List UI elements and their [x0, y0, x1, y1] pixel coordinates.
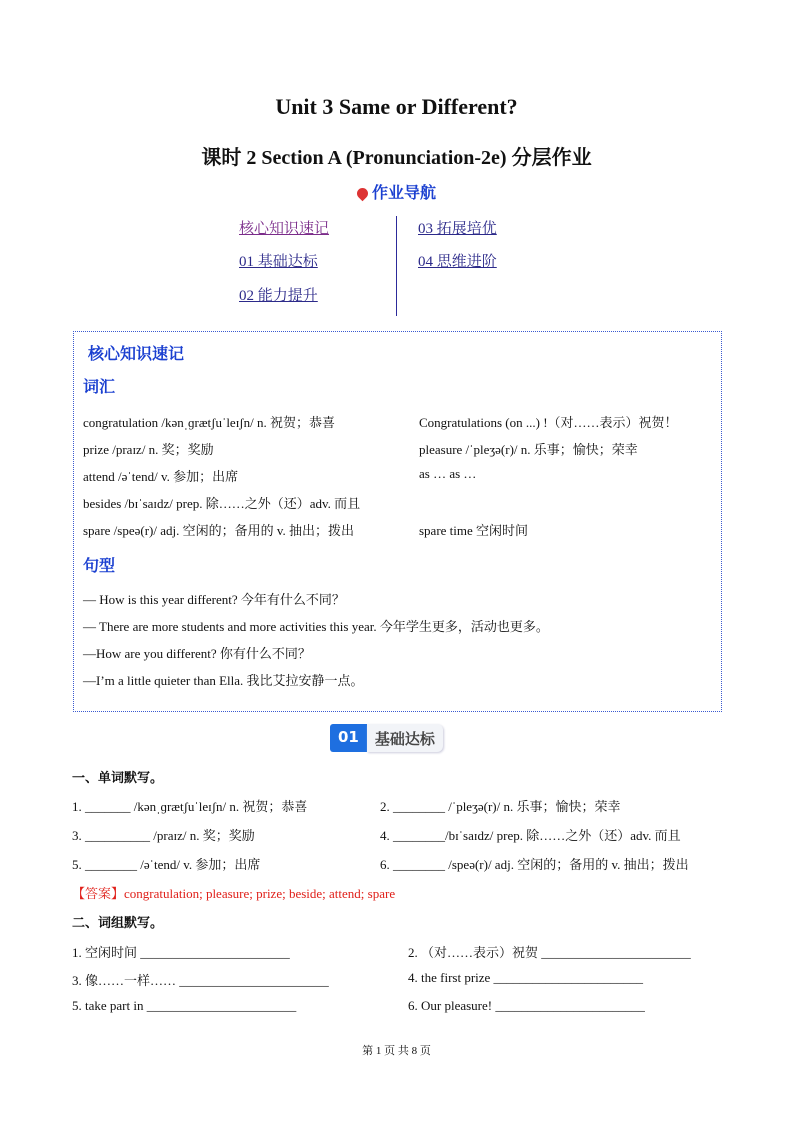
vocab-item: spare /speə(r)/ adj. 空闲的；备用的 v. 抽出；拨出 — [83, 523, 355, 538]
vocab-item: pleasure /ˈpleʒə(r)/ n. 乐事；愉快；荣幸 — [419, 442, 638, 457]
sentence-item: — How is this year different? 今年有什么不同？ — [83, 592, 345, 607]
page-title: Unit 3 Same or Different? — [275, 94, 518, 119]
q2-heading: 二、词组默写。 — [72, 916, 164, 931]
nav-link-core[interactable]: 核心知识速记 — [239, 221, 330, 237]
q1-heading: 一、单词默写。 — [72, 771, 164, 786]
vocab-item: Congratulations (on ...) !（对……表示）祝贺！ — [419, 415, 678, 430]
q1-item: 4. ________/bɪˈsaɪdz/ prep. 除……之外（还）adv. 而且 — [380, 828, 681, 843]
q2-item: 5. take part in _______________________ — [72, 998, 297, 1013]
nav-title — [0, 180, 793, 203]
vocab-item: spare time 空闲时间 — [419, 523, 529, 538]
sentence-item: — There are more students and more activities this year. 今年学生更多，活动也更多。 — [83, 619, 549, 634]
q2-item: 1. 空闲时间 _______________________ — [72, 945, 290, 960]
page-footer: 第 1 页 共 8 页 — [362, 1045, 431, 1057]
page-subtitle: 课时 2 Section A (Pronunciation-2e) 分层作业 — [201, 147, 592, 169]
vocab-item: attend /əˈtend/ v. 参加；出席 — [83, 469, 239, 484]
location-pin-icon — [355, 186, 371, 202]
q2-item: 4. the first prize _______________________ — [408, 970, 644, 985]
core-title: 核心知识速记 — [88, 344, 185, 363]
nav-divider — [396, 216, 397, 316]
q1-item: 2. ________ /ˈpleʒə(r)/ n. 乐事；愉快；荣幸 — [380, 799, 621, 814]
nav-link-02[interactable]: 02 能力提升 — [239, 288, 318, 304]
q1-item: 6. ________ /speə(r)/ adj. 空闲的；备用的 v. 抽出；拨出 — [380, 857, 689, 872]
q1-item: 1. _______ /kənˌɡrætʃuˈleɪʃn/ n. 祝贺；恭喜 — [72, 799, 308, 814]
q2-item: 6. Our pleasure! _______________________ — [408, 998, 645, 1013]
q1-item: 3. __________ /praɪz/ n. 奖；奖励 — [72, 828, 255, 843]
sentence-item: —I’m a little quieter than Ella. 我比艾拉安静一点。 — [83, 673, 364, 688]
vocab-heading: 词汇 — [83, 377, 116, 396]
vocab-item: congratulation /kənˌɡrætʃuˈleɪʃn/ n. 祝贺；恭喜 — [83, 415, 336, 430]
section-label: 基础达标 — [367, 724, 443, 752]
section-01-badge — [330, 724, 443, 752]
section-number: 01 — [330, 724, 367, 752]
q1-item: 5. ________ /əˈtend/ v. 参加；出席 — [72, 857, 261, 872]
vocab-item: as … as … — [419, 466, 477, 481]
q2-item: 2. （对……表示）祝贺 _______________________ — [408, 945, 691, 960]
vocab-item: prize /praɪz/ n. 奖；奖励 — [83, 442, 214, 457]
nav-link-04[interactable]: 04 思维进阶 — [418, 254, 497, 270]
sentence-heading: 句型 — [83, 556, 116, 575]
nav-link-01[interactable]: 01 基础达标 — [239, 254, 318, 270]
q2-item: 3. 像……一样…… _______________________ — [72, 973, 329, 988]
q1-answer: 【答案】congratulation; pleasure; prize; beside; attend; spare — [72, 886, 396, 901]
nav-link-03[interactable]: 03 拓展培优 — [418, 221, 497, 237]
sentence-item: —How are you different? 你有什么不同？ — [83, 646, 311, 661]
nav-title-text: 作业导航 — [371, 183, 436, 202]
vocab-item: besides /bɪˈsaɪdz/ prep. 除……之外（还）adv. 而且 — [83, 496, 361, 511]
